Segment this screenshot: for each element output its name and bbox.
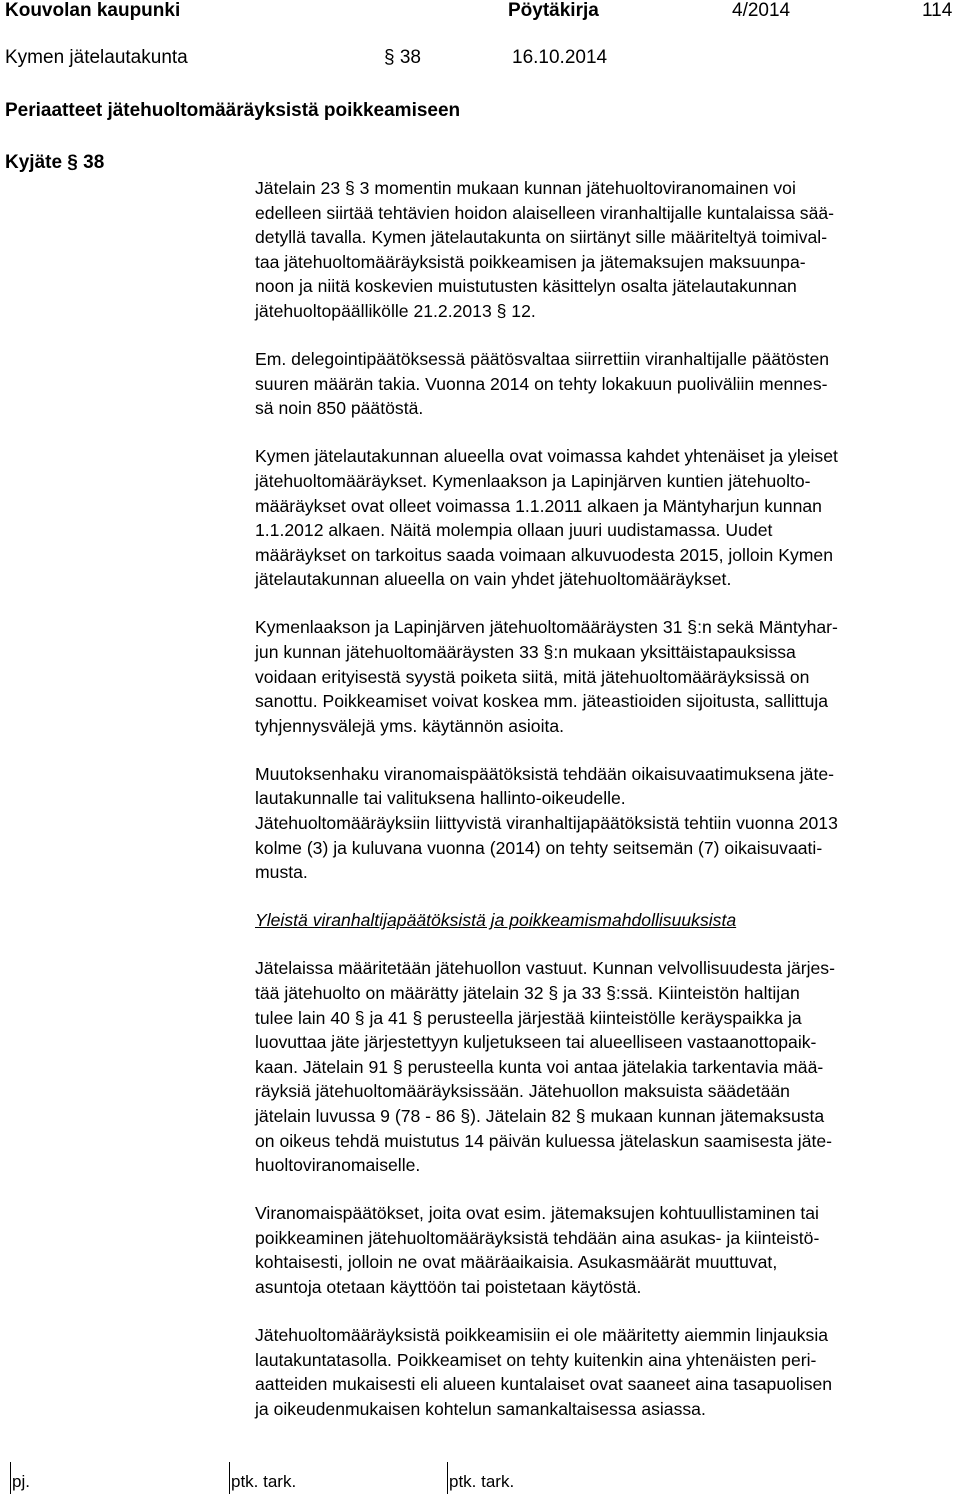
paragraph-line: asuntoja otetaan käyttöön tai poistetaan käytöstä. — [255, 1277, 642, 1298]
paragraph-line: kohtaisesti, jolloin ne ovat määräaikaisia. Asukasmäärät muuttuvat, — [255, 1252, 778, 1273]
paragraph-line: on oikeus tehdä muistutus 14 päivän kuluessa jätelaskun saamisesta jäte- — [255, 1130, 833, 1151]
item-number: Kyjäte § 38 — [5, 152, 105, 173]
body-paragraph — [255, 615, 960, 738]
paragraph-line: tulee lain 40 § ja 41 § perusteella järjestää kiinteistölle keräyspaikka ja — [255, 1007, 802, 1028]
paragraph-line: noon ja niitä koskevien muistutusten käsittelyn osalta jätelautakunnan — [255, 276, 797, 297]
paragraph-line: detyllä tavalla. Kymen jätelautakunta on siirtänyt sille määriteltyä toimival- — [255, 227, 828, 248]
header-body-name: Kymen jätelautakunta — [5, 47, 188, 68]
paragraph-line: voidaan erityisestä syystä poiketa siitä, mitä jätehuoltomääräyksissä on — [255, 666, 810, 687]
footer-chair-initials: pj. — [12, 1472, 30, 1491]
paragraph-line: tyhjennysvälejä yms. käytännön asioita. — [255, 715, 565, 736]
paragraph-line: huoltoviranomaiselle. — [255, 1155, 421, 1176]
header-issue: 4/2014 — [732, 0, 791, 21]
paragraph-line: suuren määrän takia. Vuonna 2014 on tehty lokakuun puoliväliin mennes- — [255, 373, 828, 394]
paragraph-line: kaan. Jätelain 91 § perusteella kunta voi antaa jätelakia tarkentavia mää- — [255, 1056, 824, 1077]
paragraph-line: lautakunnalle tai valituksena hallinto-oikeudelle. — [255, 788, 626, 809]
header-date: 16.10.2014 — [512, 47, 608, 68]
document-title: Periaatteet jätehuoltomääräyksistä poikkeamiseen — [5, 100, 461, 121]
header-section-number: 38 — [399, 47, 421, 68]
paragraph-line: jun kunnan jätehuoltomääräysten 33 §:n mukaan yksittäistapauksissa — [255, 642, 796, 662]
body-paragraph — [255, 1201, 960, 1299]
paragraph-line: Muutoksenhaku viranomaispäätöksistä tehdään oikaisuvaatimuksena jäte- — [255, 763, 834, 784]
paragraph-line: lautakuntatasolla. Poikkeamiset on tehty kuitenkin aina yhtenäisten peri- — [255, 1349, 817, 1370]
paragraph-line: jätehuoltopäällikölle 21.2.2013 § 12. — [255, 300, 536, 321]
body-paragraph — [255, 956, 960, 1177]
paragraph-line: Jätehuoltomääräyksiin liittyvistä viranhaltijapäätöksistä tehtiin vuonna 2013 — [255, 813, 838, 834]
paragraph-line: 1.1.2012 alkaen. Näitä molempia ollaan juuri uudistamassa. Uudet — [255, 520, 773, 541]
paragraph-line: poikkeaminen jätehuoltomääräyksistä tehdään aina asukas- ja kiinteistö- — [255, 1227, 820, 1248]
paragraph-line: Jätelaissa määritetään jätehuollon vastuut. Kunnan velvollisuudesta järjes- — [255, 958, 835, 979]
signature-footer — [0, 1462, 960, 1494]
paragraph-line: määräykset on tarkoitus saada voimaan alkuvuodesta 2015, jolloin Kymen — [255, 544, 833, 565]
paragraph-line: Jätehuoltomääräyksistä poikkeamisiin ei ole määritetty aiemmin linjauksia — [255, 1325, 829, 1346]
paragraph-line: Em. delegointipäätöksessä päätösvaltaa siirrettiin viranhaltijalle päätösten — [255, 349, 830, 370]
footer-minutes-checker-1: ptk. tark. — [231, 1472, 297, 1491]
paragraph-line: musta. — [255, 862, 308, 883]
body-paragraph — [255, 176, 960, 324]
body-paragraph — [255, 762, 960, 885]
paragraph-line: sä noin 850 päätöstä. — [255, 398, 424, 419]
paragraph-line: Jätelain 23 § 3 momentin mukaan kunnan jätehuoltoviranomainen voi — [255, 178, 796, 198]
body-paragraph — [255, 1323, 960, 1421]
paragraph-line: edelleen siirtää tehtävien hoidon alaiselleen viranhaltijalle kuntalaissa sää- — [255, 202, 835, 223]
paragraph-line: kolme (3) ja kuluvana vuonna (2014) on tehty seitsemän (7) oikaisuvaati- — [255, 837, 823, 858]
paragraph-line: jätelain luvussa 9 (78 - 86 §). Jätelain 82 § mukaan kunnan jätemaksusta — [255, 1106, 825, 1126]
paragraph-line: räyksiä jätehuoltomääräyksissään. Jätehuollon maksuista säädetään — [255, 1081, 790, 1102]
paragraph-line: Viranomaispäätökset, joita ovat esim. jätemaksujen kohtuullistaminen tai — [255, 1203, 819, 1224]
body-paragraph — [255, 444, 960, 592]
paragraph-line: taa jätehuoltomääräyksistä poikkeamisen ja jätemaksujen maksuunpa- — [255, 251, 806, 272]
paragraph-line: Yleistä viranhaltijapäätöksistä ja poikkeamismahdollisuuksista — [255, 910, 737, 931]
header-section — [384, 47, 421, 69]
header-page-number: 114 — [922, 0, 953, 21]
paragraph-line: sanottu. Poikkeamiset voivat koskea mm. jäteastioiden sijoitusta, sallittuja — [255, 691, 829, 712]
section-subheading — [255, 908, 960, 933]
paragraph-line: Kymenlaakson ja Lapinjärven jätehuoltomääräysten 31 §:n sekä Mäntyhar- — [255, 617, 838, 638]
section-sign: § — [384, 47, 395, 68]
paragraph-line: aatteiden mukaisesti eli alueen kuntalaiset ovat saaneet aina tasapuolisen — [255, 1374, 833, 1395]
paragraph-line: ja oikeudenmukaisen kohtelun samankaltaisessa asiassa. — [255, 1398, 706, 1419]
paragraph-line: tää jätehuolto on määrätty jätelain 32 § ja 33 §:ssä. Kiinteistön haltijan — [255, 983, 800, 1004]
body-paragraph — [255, 347, 960, 421]
paragraph-line: Kymen jätelautakunnan alueella ovat voimassa kahdet yhtenäiset ja yleiset — [255, 446, 838, 467]
paragraph-line: jätehuoltomääräykset. Kymenlaakson ja Lapinjärven kuntien jätehuolto- — [255, 470, 811, 491]
footer-minutes-checker-2: ptk. tark. — [449, 1472, 515, 1491]
document-body — [255, 176, 960, 1445]
paragraph-line: määräykset ovat olleet voimassa 1.1.2011 alkaen ja Mäntyharjun kunnan — [255, 495, 822, 516]
paragraph-line: jätelautakunnan alueella on vain yhdet jätehuoltomääräykset. — [255, 569, 732, 590]
paragraph-line: luovuttaa jäte järjestettyyn kuljetukseen tai alueelliseen vastaanottopaik- — [255, 1032, 817, 1053]
header-org: Kouvolan kaupunki — [5, 0, 181, 21]
header-doc-type: Pöytäkirja — [508, 0, 599, 21]
